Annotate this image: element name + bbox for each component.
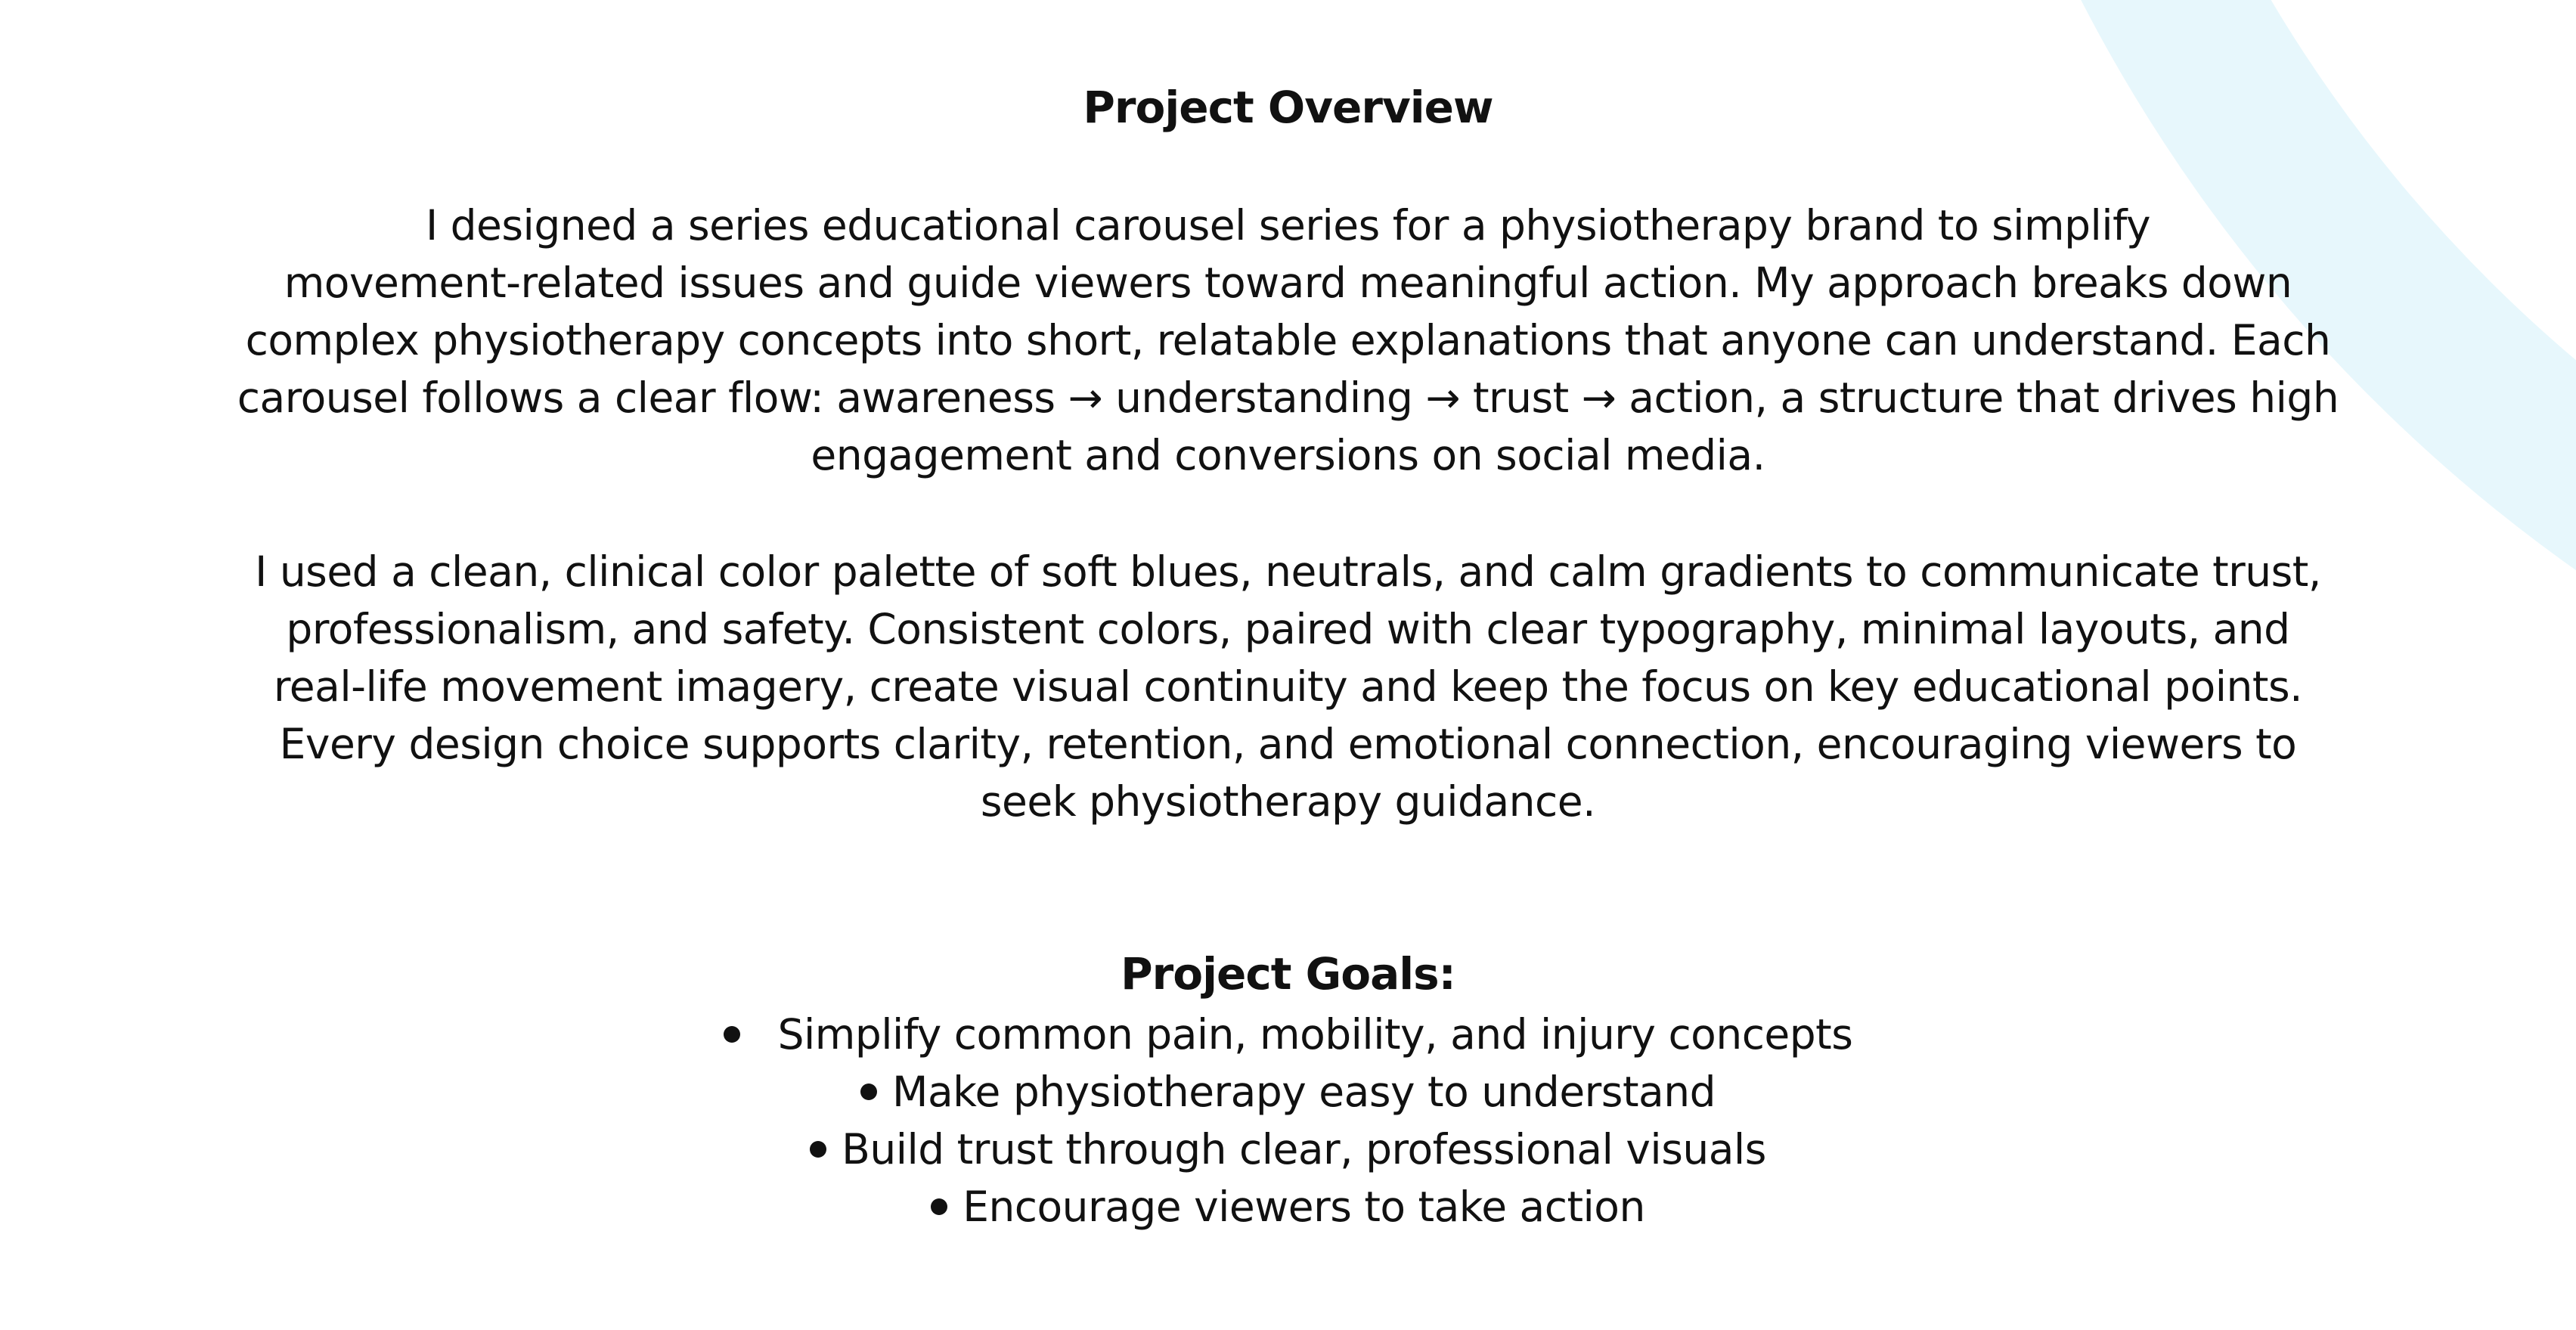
paragraph-line: engagement and conversions on social media. <box>811 431 1765 479</box>
overview-paragraph-1 <box>0 197 2576 484</box>
list-item <box>0 1121 2576 1178</box>
paragraph-line: I designed a series educational carousel series for a physiotherapy brand to simplify <box>425 201 2151 250</box>
list-item <box>0 1006 2576 1063</box>
goal-text: Encourage viewers to take action <box>963 1183 1645 1231</box>
paragraph-line: professionalism, and safety. Consistent colors, paired with clear typography, minimal layouts, and <box>286 605 2290 653</box>
paragraph-line: real-life movement imagery, create visual continuity and keep the focus on key educational points. <box>273 662 2303 711</box>
overview-paragraph-2 <box>0 543 2576 830</box>
goals-list <box>0 1006 2576 1235</box>
paragraph-line: I used a clean, clinical color palette of soft blues, neutrals, and calm gradients to communicate trust, <box>255 547 2321 596</box>
bullet-icon <box>724 1026 740 1043</box>
bullet-icon <box>860 1084 877 1100</box>
goal-text: Simplify common pain, mobility, and injury concepts <box>777 1010 1853 1059</box>
paragraph-line: movement-related issues and guide viewers toward meaningful action. My approach breaks down <box>284 259 2292 307</box>
goals-heading: Project Goals: <box>1121 948 1455 1000</box>
bullet-icon <box>931 1198 947 1215</box>
overview-heading: Project Overview <box>1083 82 1493 133</box>
paragraph-line: complex physiotherapy concepts into short, relatable explanations that anyone can understand. Each <box>245 316 2331 364</box>
goal-text: Make physiotherapy easy to understand <box>892 1068 1716 1116</box>
paragraph-line: Every design choice supports clarity, retention, and emotional connection, encouraging viewers to <box>279 720 2297 768</box>
paragraph-line: seek physiotherapy guidance. <box>980 777 1596 826</box>
paragraph-line: carousel follows a clear flow: awareness → understanding → trust → action, a structure that drives high <box>237 374 2339 422</box>
list-item <box>0 1178 2576 1235</box>
bullet-icon <box>810 1141 826 1158</box>
list-item <box>0 1063 2576 1121</box>
goal-text: Build trust through clear, professional visuals <box>842 1125 1766 1173</box>
